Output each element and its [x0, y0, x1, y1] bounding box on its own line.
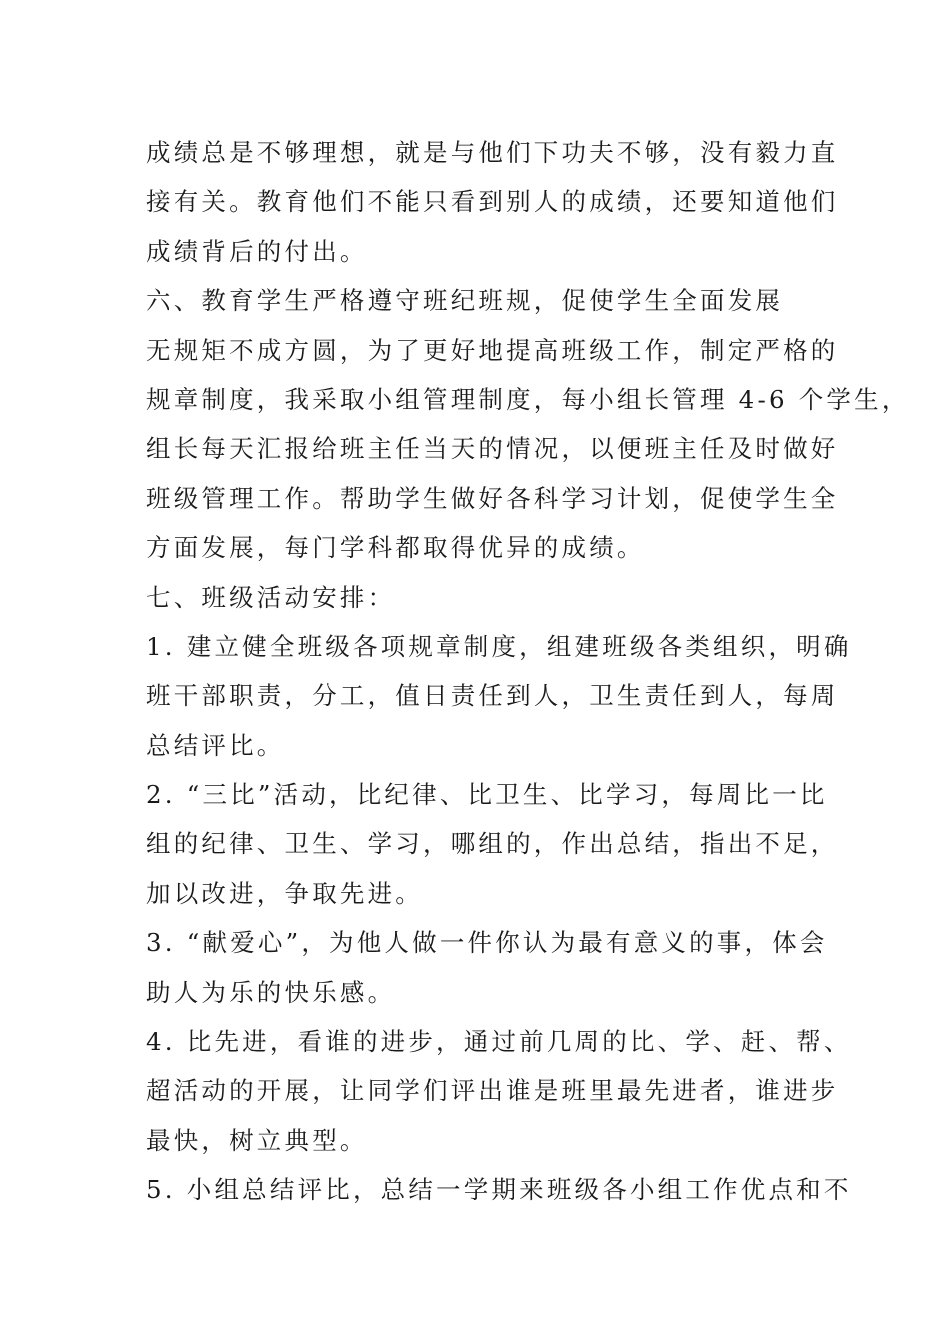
text-line: 班干部职责，分工，值日责任到人，卫生责任到人，每周 [146, 681, 839, 711]
text-line: 接有关。教育他们不能只看到别人的成绩，还要知道他们 [146, 187, 839, 217]
text-line: 最快，树立典型。 [146, 1125, 368, 1155]
text-line: 组的纪律、卫生、学习，哪组的，作出总结，指出不足， [146, 829, 839, 859]
text-line: 规章制度，我采取小组管理制度，每小组长管理 4-6 个学生， [146, 384, 910, 414]
text-line: 加以改进，争取先进。 [146, 878, 423, 908]
text-line: 组长每天汇报给班主任当天的情况，以便班主任及时做好 [146, 434, 839, 464]
list-item-1: 1. 建立健全班级各项规章制度，组建班级各类组织，明确 [146, 631, 852, 661]
list-item-2: 2. “三比”活动，比纪律、比卫生、比学习，每周比一比 [146, 780, 828, 810]
section-heading-7: 七、班级活动安排： [146, 582, 396, 612]
text-line: 成绩总是不够理想，就是与他们下功夫不够，没有毅力直 [146, 138, 839, 167]
list-item-3: 3. “献爱心”，为他人做一件你认为最有意义的事，体会 [146, 928, 828, 958]
text-line: 无规矩不成方圆，为了更好地提高班级工作，制定严格的 [146, 335, 839, 365]
text-line: 方面发展，每门学科都取得优异的成绩。 [146, 533, 645, 563]
text-line: 成绩背后的付出。 [146, 236, 368, 266]
section-heading-6: 六、教育学生严格遵守班纪班规，促使学生全面发展 [146, 286, 784, 316]
document-body [146, 128, 910, 1215]
text-line: 助人为乐的快乐感。 [146, 977, 396, 1007]
text-line: 总结评比。 [146, 730, 285, 760]
text-line: 超活动的开展，让同学们评出谁是班里最先进者，谁进步 [146, 1076, 839, 1106]
list-item-5: 5. 小组总结评比，总结一学期来班级各小组工作优点和不 [146, 1175, 852, 1205]
list-item-4: 4. 比先进，看谁的进步，通过前几周的比、学、赶、帮、 [146, 1027, 852, 1057]
text-line: 班级管理工作。帮助学生做好各科学习计划，促使学生全 [146, 483, 839, 513]
